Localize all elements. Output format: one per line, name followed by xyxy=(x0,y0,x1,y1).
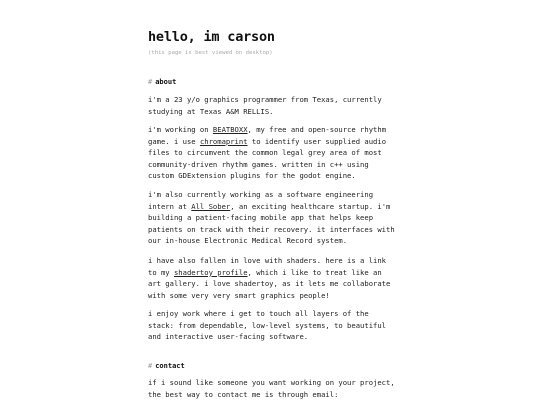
chromaprint-link[interactable]: chromaprint xyxy=(199,136,248,146)
text: , which i like to treat like an art gallery. i love shadertoy, as it lets me collaborate with some very very smart graphics people! xyxy=(148,267,391,300)
about-hash: # xyxy=(148,78,153,86)
contact-hash: # xyxy=(148,362,153,370)
page-title: hello, im carson xyxy=(148,29,275,45)
about-paragraph-shaders xyxy=(148,255,398,301)
contact-heading xyxy=(148,362,185,370)
all-sober-link[interactable]: All Sober xyxy=(191,201,231,211)
about-paragraph-beatboxx xyxy=(148,124,398,182)
about-heading xyxy=(148,78,176,86)
page-subtitle: (this page is best viewed on desktop) xyxy=(148,50,273,56)
text: i'm working on xyxy=(148,125,213,134)
text: , an exciting healthcare startup. i'm building a patient-facing mobile app that helps keep patients on track with their recovery. it interfaces with our in-house Electronic Medical Record system. xyxy=(148,201,395,246)
text: i'm also currently working as a software engineering intern at xyxy=(148,190,374,211)
about-heading-label: about xyxy=(155,78,177,86)
text: to identify user supplied audio files to circumvent the common legal grey area of most community-driven rhythm games. written in c++ using custom GDExtension plugins for the godot engine. xyxy=(148,136,387,181)
about-paragraph-stack: i enjoy work where i get to touch all layers of the stack: from dependable, low-level systems, to beautiful and interactive user-facing software. xyxy=(148,309,386,342)
text: i have also fallen in love with shaders. here is a link to my xyxy=(148,256,386,277)
about-paragraph-allsober xyxy=(148,189,398,247)
contact-paragraph: if i sound like someone you want working on your project, the best way to contact me is through email: xyxy=(148,378,395,399)
text: , my free and open-source rhythm game. i use xyxy=(148,125,387,146)
beatboxx-link[interactable]: BEATBOXX xyxy=(212,125,248,134)
contact-heading-label: contact xyxy=(155,362,185,370)
shadertoy-profile-link[interactable]: shadertoy profile xyxy=(173,267,248,277)
about-paragraph-intro: i'm a 23 y/o graphics programmer from Texas, currently studying at Texas A&M RELLIS. xyxy=(148,95,382,116)
